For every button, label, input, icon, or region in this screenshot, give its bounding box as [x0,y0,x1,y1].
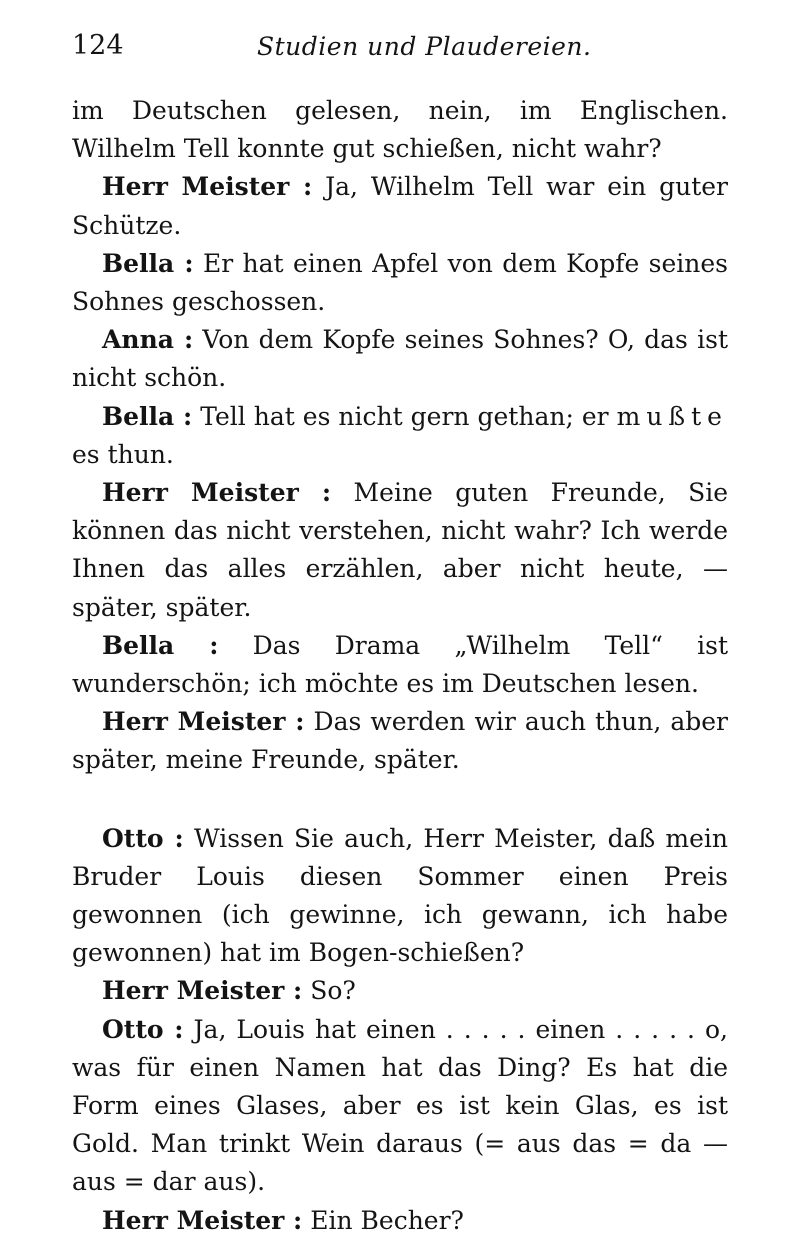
speaker-label: Otto : [102,823,184,853]
page-header [72,30,728,70]
dialogue-text: Er hat einen Apfel von dem Kopfe seines Sohnes geschossen. [72,248,728,317]
dialogue-text: Wissen Sie auch, Herr Meister, daß mein Bruder Louis diesen Sommer einen Preis gewonnen (ich gewinne, ich gewann, ich habe gewonnen) hat im Bogen-schießen? [72,823,728,968]
paragraph [72,92,728,168]
dialogue-paragraph [72,474,728,627]
speaker-label: Herr Meister : [102,707,305,737]
speaker-label: Bella : [102,630,219,660]
page-number: 124 [72,30,124,61]
dialogue-text: es thun. [72,439,174,469]
dialogue-text: Das werden wir auch thun, aber später, meine Freunde, später. [72,707,728,775]
dialogue-paragraph [72,627,728,703]
body-text [72,92,728,1240]
dialogue-paragraph [72,1011,728,1202]
dialogue-text: So? [302,976,356,1006]
section-gap [72,780,728,820]
dialogue-text: Meine guten Freunde, Sie können das nicht verstehen, nicht wahr? Ich werde Ihnen das alles erzählen, aber nicht heute, — später, später. [72,478,729,622]
dialogue-text: Tell hat es nicht gern gethan; er [192,401,617,431]
running-title: Studien und Plaudereien. [257,32,592,61]
dialogue-paragraph [72,321,728,397]
dialogue-text: Von dem Kopfe seines Sohnes? O, das ist nicht schön. [72,325,728,393]
speaker-label: Herr Meister : [102,172,313,202]
dialogue-text: Ja, Louis hat einen . . . . . einen . . . . . o, was für einen Namen hat das Ding? Es hat die Form eines Glases, aber es ist kein Glas, es ist Gold. Man trinkt Wein daraus (= aus das = da — aus = dar aus). [72,1014,728,1197]
dialogue-paragraph [72,398,728,474]
speaker-label: Otto : [102,1014,184,1044]
dialogue-paragraph [72,168,728,244]
dialogue-paragraph [72,820,728,973]
dialogue-paragraph [72,703,728,779]
dialogue-text: Das Drama „Wilhelm Tell“ ist wunderschön; ich möchte es im Deutschen lesen. [72,630,728,699]
dialogue-text: Ja, Wilhelm Tell war ein guter Schütze. [72,172,728,240]
dialogue-paragraph [72,245,728,321]
dialogue-text: Ein Becher? [302,1205,464,1235]
speaker-label: Bella : [102,401,193,431]
speaker-label: Herr Meister : [102,1205,303,1235]
dialogue-paragraph [72,972,728,1010]
paragraph-text: im Deutschen gelesen, nein, im Englischen. Wilhelm Tell konnte gut schießen, nicht wahr? [72,96,728,164]
speaker-label: Anna : [102,325,194,355]
emphasized-word: mußte [616,401,728,431]
speaker-label: Herr Meister : [102,976,303,1006]
speaker-label: Bella : [102,248,194,278]
speaker-label: Herr Meister : [102,478,332,508]
